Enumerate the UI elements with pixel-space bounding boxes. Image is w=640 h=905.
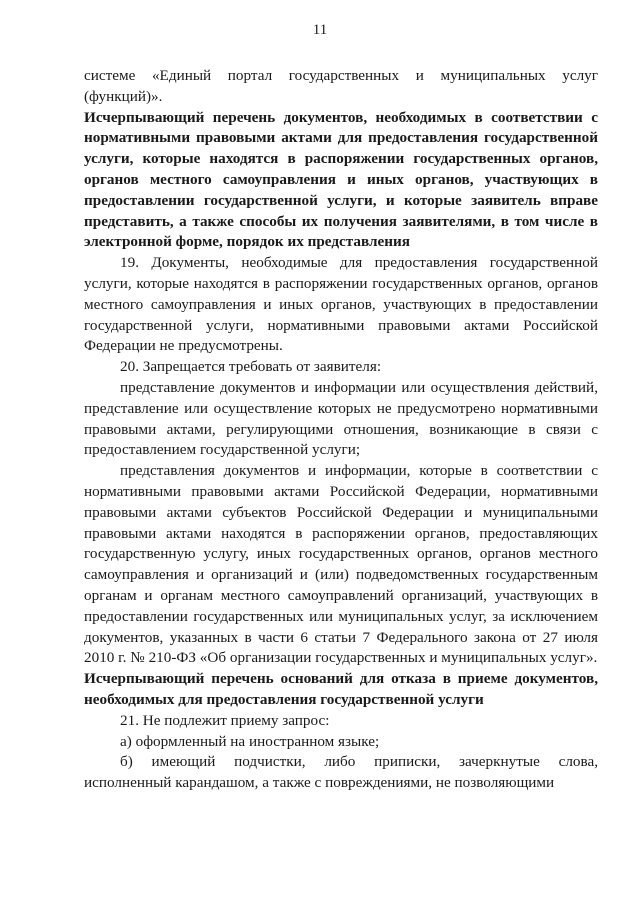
paragraph-21-item-a: а) оформленный на иностранном языке;: [120, 732, 380, 750]
page-number: 11: [312, 22, 328, 38]
paragraph-20: 20. Запрещается требовать от заявителя:: [120, 358, 382, 376]
paragraph-20-item-1: представление документов и информации или осуществления действий, представление или осуществление которых не предусмотрено нормативными правовыми актами, регулирующими отношения, возникающие в связи с предоставлением государственной услуги;: [84, 378, 598, 459]
section-heading-documents: Исчерпывающий перечень документов, необходимых в соответствии с нормативными правовыми актами для предоставления государственной услуги, которые находятся в распоряжении государственных органов, органов местного самоуправления и иных органов, участвующих в предоставлении государственной услуги, и которые заявитель вправе представить, а также способы их получения заявителями, в том числе в электронной форме, порядок их представления: [84, 108, 598, 251]
intro-paragraph: системе «Единый портал государственных и муниципальных услуг (функций)».: [84, 67, 598, 105]
paragraph-21-item-b: б) имеющий подчистки, либо приписки, зачеркнутые слова, исполненный карандашом, а также с повреждениями, не позволяющими: [84, 753, 598, 792]
section-heading-refusal: Исчерпывающий перечень оснований для отказа в приеме документов, необходимых для предоставления государственной услуги: [84, 670, 598, 708]
paragraph-19: 19. Документы, необходимые для предоставления государственной услуги, которые находятся в распоряжении государственных органов, органов местного самоуправления и иных органов, участвующих в предоставлении государственной услуги, нормативными правовыми актами Российской Федерации не предусмотрены.: [84, 254, 598, 355]
paragraph-20-item-2: представления документов и информации, которые в соответствии с нормативными правовыми актами Российской Федерации, нормативными правовыми актами субъектов Российской Федерации и муниципальными правовыми актами находятся в распоряжении органов, предоставляющих государственную услугу, иных государственных органов, органов местного самоуправления и организаций и (или) подведомственных государственным органам и органам местного самоуправлений организаций, участвующих в предоставлении государственных или муниципальных услуг, за исключением документов, указанных в части 6 статьи 7 Федерального закона от 27 июля 2010 г. № 210-ФЗ «Об организации государственных и муниципальных услуг».: [84, 462, 598, 667]
document-body: [84, 66, 598, 794]
paragraph-21: 21. Не подлежит приему запрос:: [120, 711, 330, 729]
